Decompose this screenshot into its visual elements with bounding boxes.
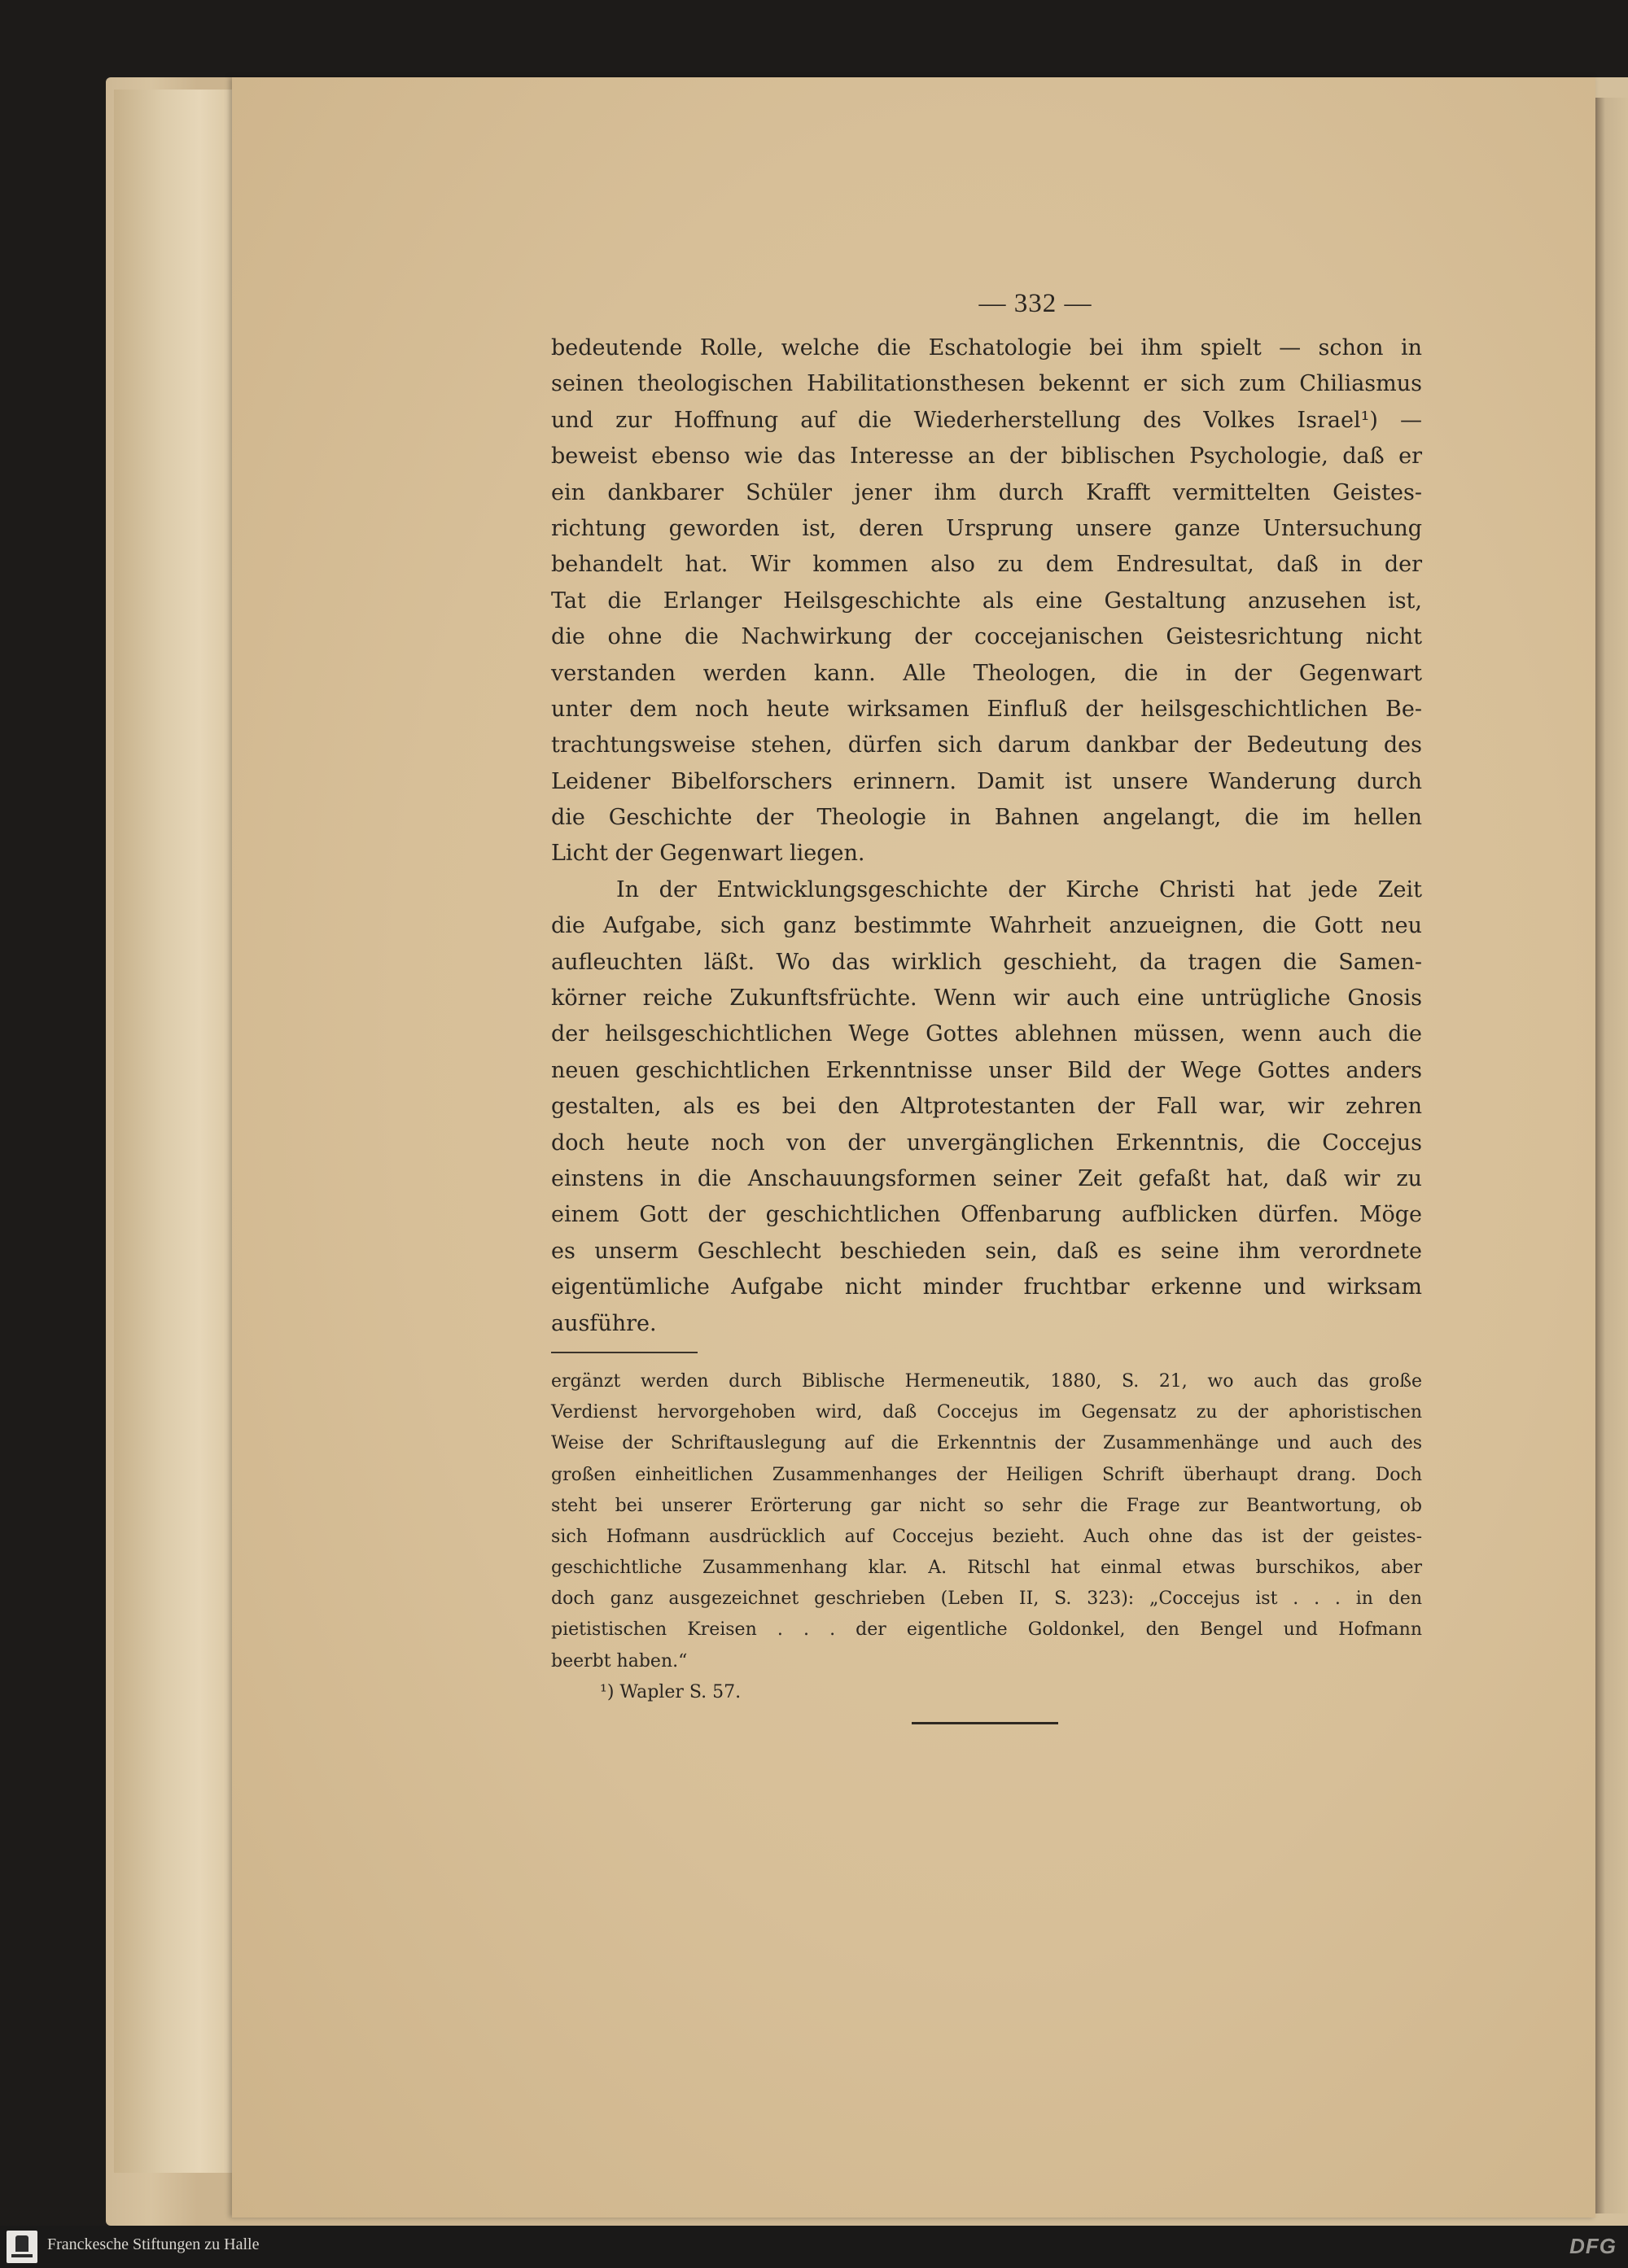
text-line: verstanden werden kann. Alle Theologen, die in der Gegenwart [551, 660, 1422, 686]
text-line: seinen theologischen Habilitationsthesen bekennt er sich zum Chiliasmus [551, 371, 1422, 397]
body-text [551, 330, 1422, 1342]
end-rule [912, 1722, 1058, 1724]
text-line: gestalten, als es bei den Altprotestanten der Fall war, wir zehren [551, 1094, 1422, 1120]
footnote-reference: ¹) Wapler S. 57. [600, 1681, 742, 1702]
footnote-line: ergänzt werden durch Biblische Hermeneutik, 1880, S. 21, wo auch das große [551, 1370, 1422, 1392]
text-line: körner reiche Zukunftsfrüchte. Wenn wir auch eine untrügliche Gnosis [551, 985, 1422, 1012]
institution-logo-icon [7, 2231, 37, 2263]
funder-logo: DFG [1569, 2234, 1617, 2258]
text-line: die Aufgabe, sich ganz bestimmte Wahrheit anzueignen, die Gott neu [551, 913, 1422, 939]
text-line: richtung geworden ist, deren Ursprung unsere ganze Untersuchung [551, 515, 1422, 541]
text-line: die Geschichte der Theologie in Bahnen angelangt, die im hellen [551, 805, 1422, 831]
text-line: unter dem noch heute wirksamen Einfluß der heilsgeschichtlichen Be- [551, 696, 1422, 722]
text-line: Licht der Gegenwart liegen. [551, 841, 865, 867]
page-text [551, 277, 1422, 1708]
institution-name: Franckesche Stiftungen zu Halle [47, 2235, 260, 2253]
text-line: bedeutende Rolle, welche die Eschatologie bei ihm spielt — schon in [551, 335, 1422, 361]
text-line: ausführe. [551, 1310, 657, 1336]
text-line: trachtungsweise stehen, dürfen sich darum dankbar der Bedeutung des [551, 732, 1422, 758]
text-line: beweist ebenso wie das Interesse an der biblischen Psychologie, daß er [551, 444, 1422, 470]
viewer-footer [0, 2226, 1628, 2268]
text-line: die ohne die Nachwirkung der coccejanischen Geistesrichtung nicht [551, 624, 1422, 650]
footnote-line: Verdienst hervorgehoben wird, daß Coccejus im Gegensatz zu der aphoristischen [551, 1402, 1422, 1423]
footnote-line: großen einheitlichen Zusammenhanges der Heiligen Schrift überhaupt drang. Doch [551, 1464, 1422, 1485]
footnote-separator [551, 1352, 698, 1353]
footnote-line: doch ganz ausgezeichnet geschrieben (Leben II, S. 323): „Coccejus ist . . . in den [551, 1588, 1422, 1610]
footnote-line: geschichtliche Zusammenhang klar. A. Ritschl hat einmal etwas burschikos, aber [551, 1558, 1422, 1579]
text-line: neuen geschichtlichen Erkenntnisse unser Bild der Wege Gottes anders [551, 1057, 1422, 1083]
text-line: ein dankbarer Schüler jener ihm durch Krafft vermittelten Geistes- [551, 479, 1422, 505]
facing-page-edge [1595, 98, 1628, 2213]
text-line: behandelt hat. Wir kommen also zu dem Endresultat, daß in der [551, 552, 1422, 578]
footnote-line: steht bei unserer Erörterung gar nicht so sehr die Frage zur Beantwortung, ob [551, 1495, 1422, 1516]
text-line: aufleuchten läßt. Wo das wirklich geschieht, da tragen die Samen- [551, 949, 1422, 975]
text-line: Tat die Erlanger Heilsgeschichte als eine Gestaltung anzusehen ist, [551, 588, 1422, 614]
text-line: und zur Hoffnung auf die Wiederherstellung des Volkes Israel¹) — [551, 407, 1422, 433]
page-stack-edge [114, 90, 238, 2173]
text-line: der heilsgeschichtlichen Wege Gottes ablehnen müssen, wenn auch die [551, 1021, 1422, 1047]
text-line: Leidener Bibelforschers erinnern. Damit ist unsere Wanderung durch [551, 768, 1422, 794]
page-number: — 332 — [978, 289, 1092, 318]
text-line: In der Entwicklungsgeschichte der Kirche Christi hat jede Zeit [616, 876, 1422, 902]
footnote-line: sich Hofmann ausdrücklich auf Coccejus bezieht. Auch ohne das ist der geistes- [551, 1526, 1422, 1547]
footnotes [551, 1366, 1422, 1708]
text-line: eigentümliche Aufgabe nicht minder fruchtbar erkenne und wirksam [551, 1274, 1422, 1300]
text-line: einem Gott der geschichtlichen Offenbarung aufblicken dürfen. Möge [551, 1202, 1422, 1228]
text-line: doch heute noch von der unvergänglichen Erkenntnis, die Coccejus [551, 1130, 1422, 1156]
text-line: einstens in die Anschauungsformen seiner Zeit gefaßt hat, daß wir zu [551, 1165, 1422, 1191]
footnote-line: pietistischen Kreisen . . . der eigentliche Goldonkel, den Bengel und Hofmann [551, 1619, 1422, 1641]
footnote-line: Weise der Schriftauslegung auf die Erkenntnis der Zusammenhänge und auch des [551, 1433, 1422, 1454]
text-line: es unserm Geschlecht beschieden sein, daß es seine ihm verordnete [551, 1238, 1422, 1264]
footnote-line: beerbt haben.“ [551, 1650, 688, 1672]
